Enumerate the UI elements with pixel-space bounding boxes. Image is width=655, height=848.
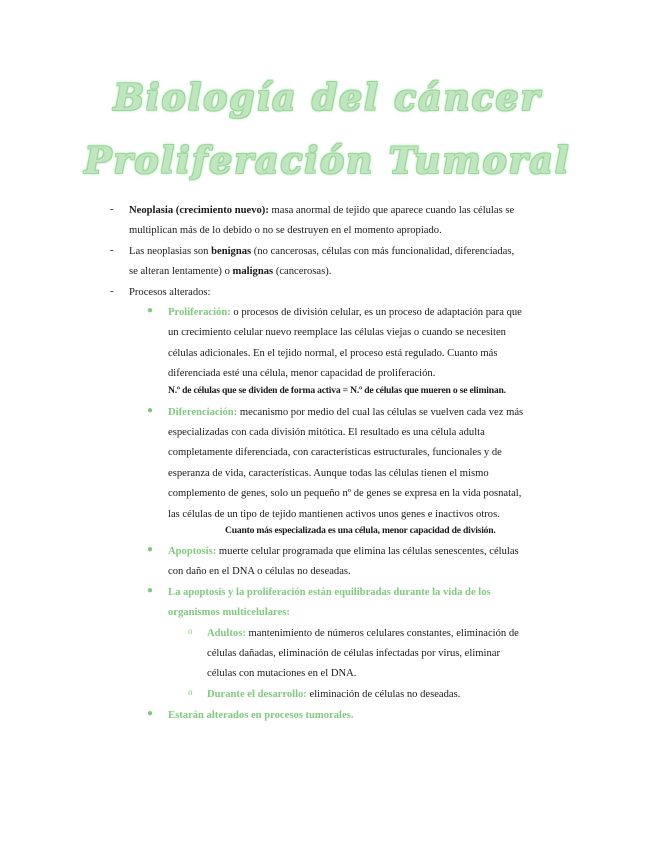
- dash-bullet: -: [110, 285, 114, 297]
- malignas-term: malignas: [232, 266, 274, 277]
- diferenciacion-line-4: esperanza de vida, características. Aunque todas las células tienen el mismo: [168, 468, 489, 479]
- desarrollo-term: Durante el desarrollo:: [207, 689, 307, 700]
- neoplasia-text-1: masa anormal de tejido que aparece cuando las células se: [268, 205, 515, 216]
- bullet-icon: ●: [147, 708, 154, 719]
- proliferacion-formula: N.º de células que se dividen de forma activa = N.º de células que mueren o se eliminan.: [168, 385, 506, 396]
- circle-bullet-icon: o: [188, 626, 193, 636]
- dash-bullet: -: [110, 203, 114, 215]
- types-line-2: [129, 262, 331, 282]
- types-line-1: [129, 242, 514, 262]
- alterados-line: Estarán alterados en procesos tumorales.: [168, 710, 354, 721]
- procesos-line: Procesos alterados:: [129, 287, 211, 298]
- diferenciacion-term: Diferenciación:: [168, 407, 238, 418]
- apoptosis-text-1: muerte celular programada que elimina las células senescentes, células: [216, 546, 519, 557]
- adultos-text-1: mantenimiento de números celulares constantes, eliminación de: [245, 628, 519, 639]
- apoptosis-term: Apoptosis:: [168, 546, 217, 557]
- types-text-b: (no cancerosas, células con más funcionalidad, diferenciadas,: [251, 246, 515, 257]
- dash-bullet: -: [110, 244, 114, 256]
- diferenciacion-line-6: las células de un tipo de tejido mantienen activos unos genes e inactivos otros.: [168, 509, 500, 520]
- adultos-term: Adultos:: [207, 628, 246, 639]
- desarrollo-text: eliminación de células no deseadas.: [306, 689, 461, 700]
- neoplasia-term: Neoplasia (crecimiento nuevo):: [129, 205, 269, 216]
- proliferacion-line-3: células adicionales. En el tejido normal, el proceso está regulado. Cuanto más: [168, 348, 498, 359]
- proliferacion-line-2: un crecimiento celular nuevo reemplace las células viejas o cuando se necesiten: [168, 327, 506, 338]
- equilibrio-line-1: La apoptosis y la proliferación están equilibradas durante la vida de los: [168, 587, 491, 598]
- bullet-icon: ●: [147, 305, 154, 316]
- title-line-1: Biología del cáncer: [113, 77, 542, 119]
- proliferacion-term: Proliferación:: [168, 307, 231, 318]
- proliferacion-line-4: diferenciada esté una célula, menor capacidad de proliferación.: [168, 368, 436, 379]
- equilibrio-line-2: organismos multicelulares:: [168, 607, 290, 618]
- proliferacion-text-1: o procesos de división celular, es un proceso de adaptación para que: [230, 307, 522, 318]
- diferenciacion-text-1: mecanismo por medio del cual las células se vuelven cada vez más: [237, 407, 524, 418]
- apoptosis-line-1: [168, 542, 519, 562]
- adultos-line-1: [207, 624, 519, 644]
- types-text-l2b: (cancerosas).: [273, 266, 332, 277]
- adultos-line-2: células dañadas, eliminación de células infectadas por virus, eliminar: [207, 648, 500, 659]
- diferenciacion-line-3: completamente diferenciada, con características estructurales, funcionales y de: [168, 447, 502, 458]
- neoplasia-line-2: multiplican más de lo debido o no se destruyen en el momento apropiado.: [129, 225, 442, 236]
- apoptosis-line-2: con daño en el DNA o células no deseadas.: [168, 566, 351, 577]
- bullet-icon: ●: [147, 544, 154, 555]
- diferenciacion-line-5: complemento de genes, solo un pequeño nº de genes se expresa en la vida posnatal,: [168, 488, 522, 499]
- bullet-icon: ●: [147, 585, 154, 596]
- types-text-a: Las neoplasias son: [129, 246, 212, 257]
- circle-bullet-icon: o: [188, 687, 193, 697]
- desarrollo-line: [207, 685, 460, 705]
- neoplasia-line-1: [129, 201, 514, 221]
- types-text-l2a: se alteran lentamente) o: [129, 266, 233, 277]
- benignas-term: benignas: [211, 246, 252, 257]
- bullet-icon: ●: [147, 405, 154, 416]
- adultos-line-3: células con mutaciones en el DNA.: [207, 668, 357, 679]
- proliferacion-line-1: [168, 303, 522, 323]
- diferenciacion-line-2: especializadas con cada división mitótica. El resultado es una célula adulta: [168, 427, 485, 438]
- title-line-2: Proliferación Tumoral: [84, 140, 571, 182]
- diferenciacion-formula: Cuanto más especializada es una célula, menor capacidad de división.: [225, 525, 496, 536]
- diferenciacion-line-1: [168, 403, 523, 423]
